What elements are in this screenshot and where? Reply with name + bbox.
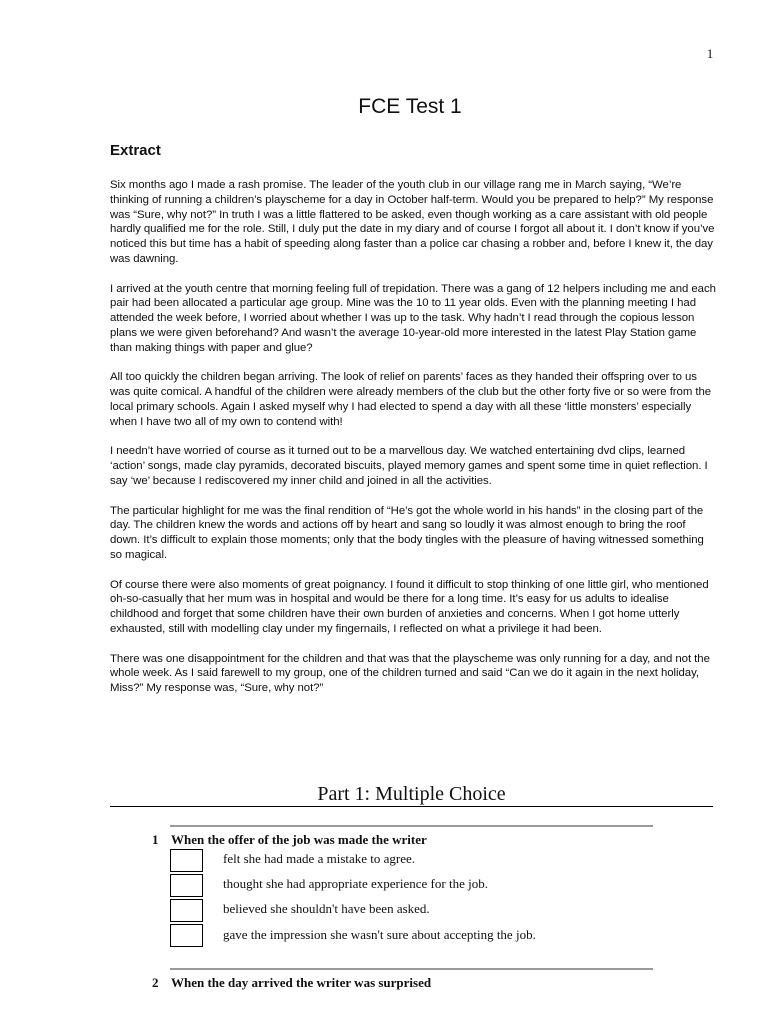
- extract-paragraph: I arrived at the youth centre that morning feeling full of trepidation. There was a gang of 12 helpers including me and each pair had been allocated a particular age group. Mine was the 10 to 11 year olds. Even with the planning meeting I had attended the week before, I worried about whether I was up to the task. Why hadn’t I read through the copious lesson plans we were given beforehand? And wasn’t the average 10-year-old more interested in the latest Play Station game than making things with paper and glue?: [110, 282, 716, 354]
- extract-text: [110, 178, 718, 711]
- question-number: 1: [152, 832, 159, 847]
- question-divider: [170, 825, 653, 827]
- answer-option: felt she had made a mistake to agree.: [223, 851, 416, 866]
- extract-paragraph: Of course there were also moments of great poignancy. I found it difficult to stop thinking of one little girl, who mentioned oh-so-casually that her mum was in hospital and would be there for a long time. It’s easy for us adults to idealise childhood and forget that some children have their own burden of anxieties and concerns. When I got home utterly exhausted, still with modelling clay under my fingernails, I reflected on what a privilege it had been.: [110, 578, 709, 635]
- extract-paragraph: There was one disappointment for the children and that was that the playscheme was only running for a day, and not the whole week. As I said farewell to my group, one of the children turned and said “Can we do it again in the next holiday, Miss?” My response was, “Sure, why not?”: [110, 652, 710, 695]
- question-divider: [170, 968, 653, 970]
- answer-checkbox[interactable]: [170, 849, 203, 872]
- part-divider: [110, 806, 713, 807]
- extract-paragraph: Six months ago I made a rash promise. The leader of the youth club in our village rang me in March saying, “We’re thinking of running a children’s playscheme for a day in October half-term. Would you be prepared to help?” My response was “Sure, why not?” In truth I was a little flattered to be asked, even though working as a care assistant with old people hardly qualified me for the role. Still, I duly put the date in my diary and of course I forgot all about it. I don’t know if you’ve noticed this but time has a habit of speeding along faster than a police car chasing a robber and, before I knew it, the day was dawning.: [110, 179, 715, 265]
- answer-option: believed she shouldn't have been asked.: [223, 901, 430, 916]
- answer-checkbox[interactable]: [170, 899, 203, 922]
- question-number: 2: [152, 975, 159, 990]
- extract-paragraph: The particular highlight for me was the final rendition of “He’s got the whole world in his hands” in the closing part of the day. The children knew the words and actions off by heart and sang so loudly it was almost enough to bring the roof down. It’s difficult to explain those moments; only that the body tingles with the pleasure of having witnessed something so magical.: [110, 504, 704, 561]
- part-title: Part 1: Multiple Choice: [317, 783, 506, 805]
- question-stem: When the offer of the job was made the writer: [171, 832, 427, 847]
- extract-heading: Extract: [110, 142, 161, 159]
- page-number: 1: [706, 46, 714, 61]
- document-title: FCE Test 1: [358, 95, 462, 118]
- answer-option: thought she had appropriate experience for the job.: [223, 876, 488, 891]
- answer-checkbox[interactable]: [170, 874, 203, 897]
- extract-paragraph: I needn’t have worried of course as it turned out to be a marvellous day. We watched entertaining dvd clips, learned ‘action’ songs, made clay pyramids, decorated biscuits, played memory games and spent some time in quiet reflection. I say ‘we’ because I rediscovered my inner child and joined in all the activities.: [110, 445, 708, 487]
- question-stem: When the day arrived the writer was surprised: [171, 975, 432, 990]
- answer-option: gave the impression she wasn't sure about accepting the job.: [223, 927, 536, 942]
- answer-checkbox[interactable]: [170, 924, 203, 947]
- extract-paragraph: All too quickly the children began arriving. The look of relief on parents’ faces as they handed their offspring over to us was quite comical. A handful of the children were already members of the club but the other forty five or so were from the local primary schools. Again I asked myself why I had elected to spend a day with all these ‘little monsters’ especially when I have two all of my own to contend with!: [110, 371, 712, 428]
